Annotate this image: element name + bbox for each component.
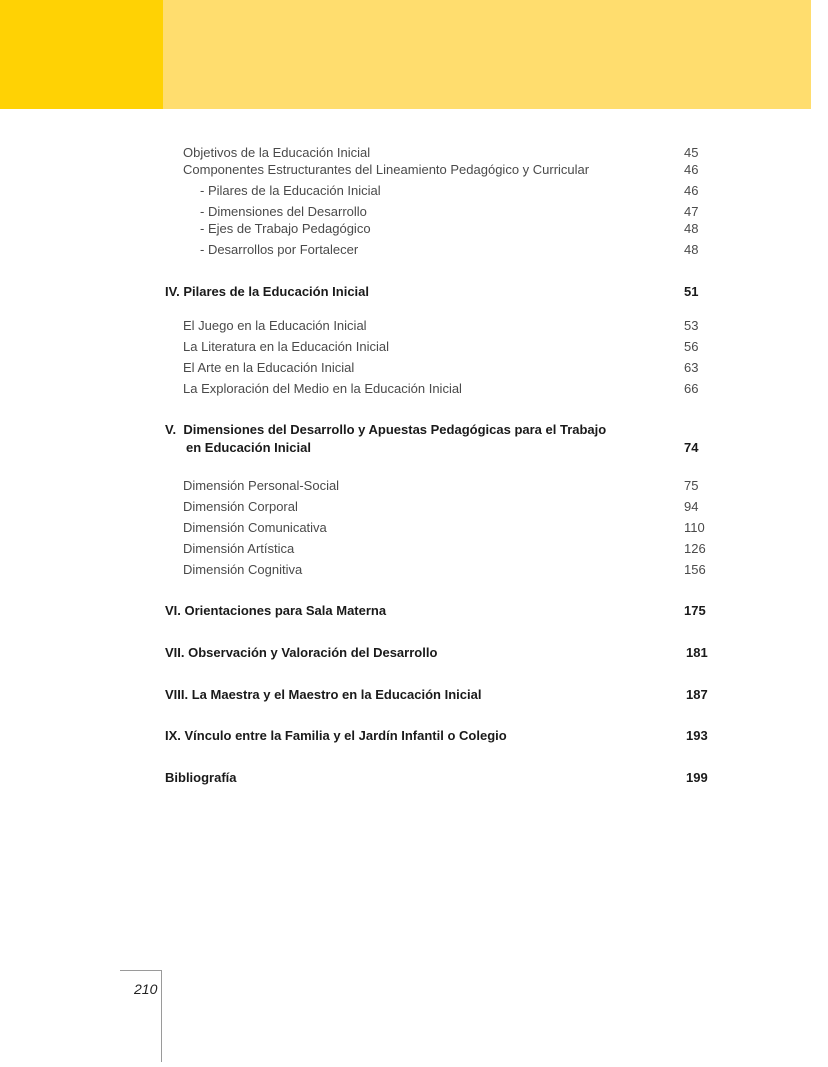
toc-entry-label: Objetivos de la Educación Inicial — [183, 145, 371, 160]
toc-entry-page: 53 — [684, 318, 699, 333]
toc-chapter-page: 181 — [686, 645, 708, 660]
toc-entry-page: 94 — [684, 499, 699, 514]
toc-entry-page: 156 — [684, 562, 706, 577]
toc-entry-page: 66 — [684, 381, 699, 396]
toc-entry-label: - Dimensiones del Desarrollo — [200, 204, 367, 219]
toc-entry-label: El Arte en la Educación Inicial — [183, 360, 355, 375]
toc-entry-page: 75 — [684, 478, 699, 493]
toc-chapter-title: IX. Vínculo entre la Familia y el Jardín Infantil o Colegio — [165, 728, 507, 743]
footer-rule-vertical — [161, 970, 162, 1062]
toc-entry-page: 47 — [684, 204, 699, 219]
toc-chapter-title: IV. Pilares de la Educación Inicial — [165, 284, 370, 299]
toc-chapter-page: 74 — [684, 440, 699, 455]
toc-entry-page: 56 — [684, 339, 699, 354]
toc-entry-label: - Ejes de Trabajo Pedagógico — [200, 221, 371, 236]
toc-entry-label: - Pilares de la Educación Inicial — [200, 183, 381, 198]
toc-chapter[interactable] — [0, 422, 828, 462]
toc-entry-label: Dimensión Artística — [183, 541, 295, 556]
toc-entry-page: 110 — [684, 520, 705, 535]
toc-entry-label: La Exploración del Medio en la Educación Inicial — [183, 381, 462, 396]
toc-entry-page: 48 — [684, 242, 699, 257]
toc-chapter-title: VI. Orientaciones para Sala Materna — [165, 603, 387, 618]
toc-entry-page: 46 — [684, 162, 699, 177]
toc-entry-page: 63 — [684, 360, 699, 375]
footer-rule-horizontal — [120, 970, 162, 971]
toc-entry-page: 45 — [684, 145, 699, 160]
toc-entry-label: Componentes Estructurantes del Lineamiento Pedagógico y Curricular — [183, 162, 590, 177]
header-band-light — [163, 0, 811, 109]
toc-chapter-page: 187 — [686, 687, 708, 702]
toc-entry-page: 46 — [684, 183, 699, 198]
toc-chapter-title: VIII. La Maestra y el Maestro en la Educación Inicial — [165, 687, 482, 702]
toc-chapter-page: 199 — [686, 770, 708, 785]
toc-chapter-page: 51 — [684, 284, 699, 299]
toc-entry-label: - Desarrollos por Fortalecer — [200, 242, 359, 257]
toc-chapter-title: Bibliografía — [165, 770, 237, 785]
toc-entry-label: Dimensión Personal-Social — [183, 478, 340, 493]
toc-entry-label: Dimensión Cognitiva — [183, 562, 303, 577]
toc-chapter-page: 175 — [684, 603, 706, 618]
page-number: 210 — [134, 981, 158, 997]
toc-chapter-title-continuation: en Educación Inicial — [186, 440, 311, 455]
toc-chapter-title: V. Dimensiones del Desarrollo y Apuestas Pedagógicas para el Trabajo — [165, 422, 607, 437]
toc-entry-label: Dimensión Corporal — [183, 499, 298, 514]
toc-entry-label: El Juego en la Educación Inicial — [183, 318, 367, 333]
toc-entry-page: 126 — [684, 541, 706, 556]
toc-chapter-page: 193 — [686, 728, 708, 743]
header-band-dark — [0, 0, 163, 109]
toc-entry-label: Dimensión Comunicativa — [183, 520, 327, 535]
toc-entry-page: 48 — [684, 221, 699, 236]
toc-chapter-title: VII. Observación y Valoración del Desarrollo — [165, 645, 438, 660]
toc-entry-label: La Literatura en la Educación Inicial — [183, 339, 389, 354]
